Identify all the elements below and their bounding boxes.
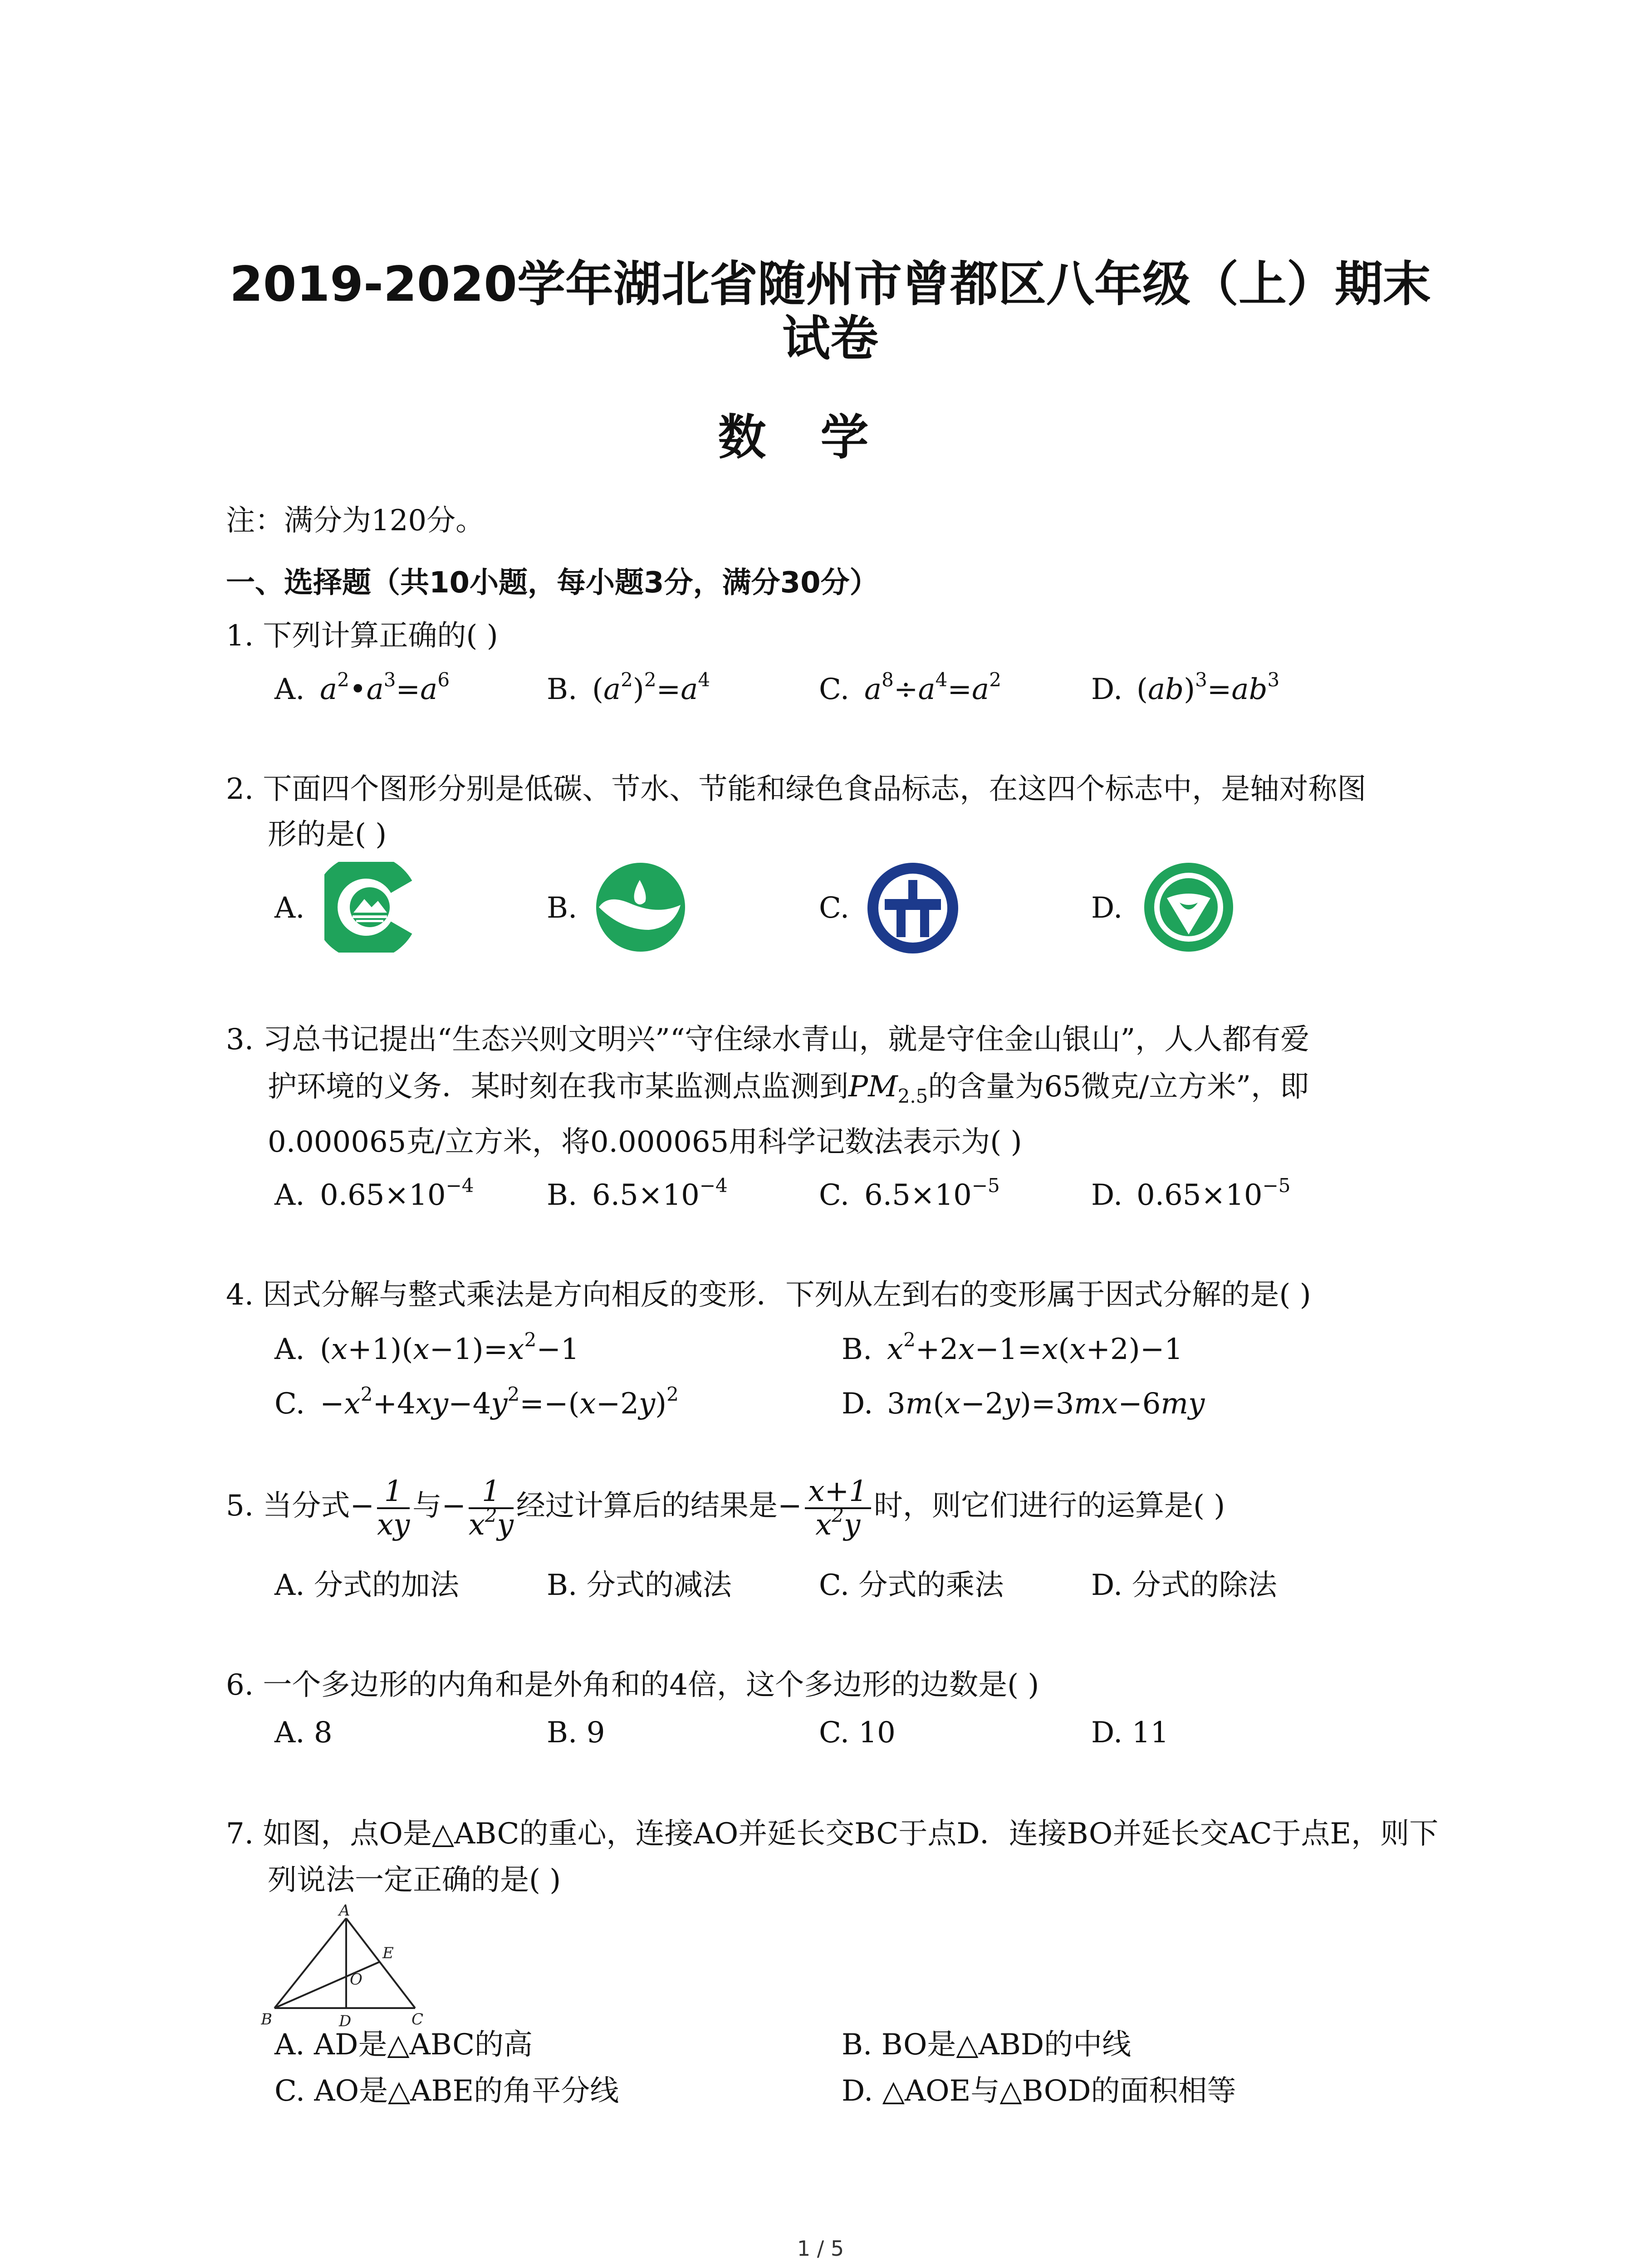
q5-option-b: B. 分式的减法 [547, 1569, 732, 1602]
q6-option-d: D. 11 [1091, 1716, 1169, 1750]
full-score-note: 注：满分为120分。 [226, 504, 485, 538]
page-number: 1 / 5 [797, 2236, 844, 2261]
q1-option-b: B. $(a^2)^2=a^4$ [547, 669, 710, 706]
q3-option-c: C. $6.5\times 10^{-5}$ [819, 1174, 1000, 1212]
exam-title-line1: 2019-2020学年湖北省随州市曾都区八年级（上）期末 [229, 256, 1431, 312]
q5-option-a: A. 分式的加法 [274, 1569, 459, 1602]
fig-label-d: D [339, 2012, 352, 2030]
fig-label-c: C [411, 2010, 424, 2028]
q2-option-a-label: A. [274, 891, 305, 925]
question-2-stem-line1: 2. 下面四个图形分别是低碳、节水、节能和绿色食品标志，在这四个标志中，是轴对称图 [226, 772, 1367, 806]
q6-option-a: A. 8 [274, 1716, 333, 1750]
q1-option-c: C. $a^8\div a^4=a^2$ [819, 669, 1001, 706]
question-2-stem-line2: 形的是( ) [268, 818, 387, 851]
section-heading: 一、选择题（共10小题，每小题3分，满分30分） [226, 566, 879, 600]
q6-option-c: C. 10 [819, 1716, 896, 1750]
question-1-stem: 1. 下列计算正确的( ) [226, 619, 498, 653]
question-3-stem-line2: 护环境的义务．某时刻在我市某监测点监测到$PM_{2.5}$的含量为65微克/立方米”，即 [268, 1070, 1309, 1107]
question-5-stem: 5. 当分式− $\frac{1}{xy}$ 与− $\frac{1}{x^2y}$ 经过计算后的结果是− $\frac{x+1}{x^2y}$ 时，则它们进行的运算是( ) [226, 1474, 1225, 1542]
q2-option-d-label: D. [1091, 891, 1123, 925]
q4-option-c: C. $-x^2+4xy-4y^2=-(x-2y)^2$ [274, 1383, 679, 1421]
question-4-stem: 4. 因式分解与整式乘法是方向相反的变形．下列从左到右的变形属于因式分解的是( ) [226, 1278, 1311, 1312]
question-3-stem-line3: 0.000065克/立方米，将0.000065用科学记数法表示为( ) [268, 1125, 1022, 1159]
q5-option-d: D. 分式的除法 [1091, 1569, 1277, 1602]
q7-option-b: B. BO是△ABD的中线 [842, 2028, 1132, 2062]
low-carbon-logo [324, 862, 415, 953]
question-6-stem: 6. 一个多边形的内角和是外角和的4倍，这个多边形的边数是( ) [226, 1668, 1039, 1702]
q3-option-a: A. $0.65\times 10^{-4}$ [274, 1174, 474, 1212]
q3-option-b: B. $6.5\times 10^{-4}$ [547, 1174, 728, 1212]
fig-label-b: B [261, 2010, 272, 2028]
q5-option-c: C. 分式的乘法 [819, 1569, 1004, 1602]
green-food-logo [1143, 862, 1234, 953]
fig-label-o: O [350, 1970, 362, 1989]
water-saving-logo [594, 862, 687, 953]
q6-option-b: B. 9 [547, 1716, 605, 1750]
q7-option-c: C. AO是△ABE的角平分线 [274, 2074, 619, 2108]
q4-option-a: A. $(x+1)(x-1)=x^2-1$ [274, 1329, 579, 1366]
question-7-stem-line1: 7. 如图，点O是△ABC的重心，连接AO并延长交BC于点D．连接BO并延长交AC于点E，则下 [226, 1817, 1439, 1851]
exam-title-line2: 试卷 [782, 311, 878, 367]
fig-label-a: A [339, 1903, 350, 1920]
q1-option-d: D. $(ab)^3=ab^3$ [1091, 669, 1280, 706]
question-7-stem-line2: 列说法一定正确的是( ) [268, 1863, 561, 1897]
energy-saving-logo [867, 862, 960, 955]
q2-option-b-label: B. [547, 891, 578, 925]
q2-option-c-label: C. [819, 891, 850, 925]
q4-option-b: B. $x^2+2x-1=x(x+2)-1$ [842, 1329, 1183, 1366]
fig-label-e: E [382, 1944, 394, 1962]
question-3-stem-line1: 3. 习总书记提出“生态兴则文明兴”“守住绿水青山，就是守住金山银山”，人人都有爱 [226, 1023, 1310, 1056]
q7-option-d: D. △AOE与△BOD的面积相等 [842, 2074, 1236, 2108]
q3-option-d: D. $0.65\times 10^{-5}$ [1091, 1174, 1291, 1212]
q7-option-a: A. AD是△ABC的高 [274, 2028, 533, 2062]
q4-option-d: D. 3m(x−2y)=3mx−6my [842, 1387, 1205, 1421]
triangle-figure [261, 1903, 433, 2030]
subject-title: 数学 [718, 410, 923, 465]
q1-option-a: A. $a^2•a^3=a^6$ [274, 669, 450, 706]
